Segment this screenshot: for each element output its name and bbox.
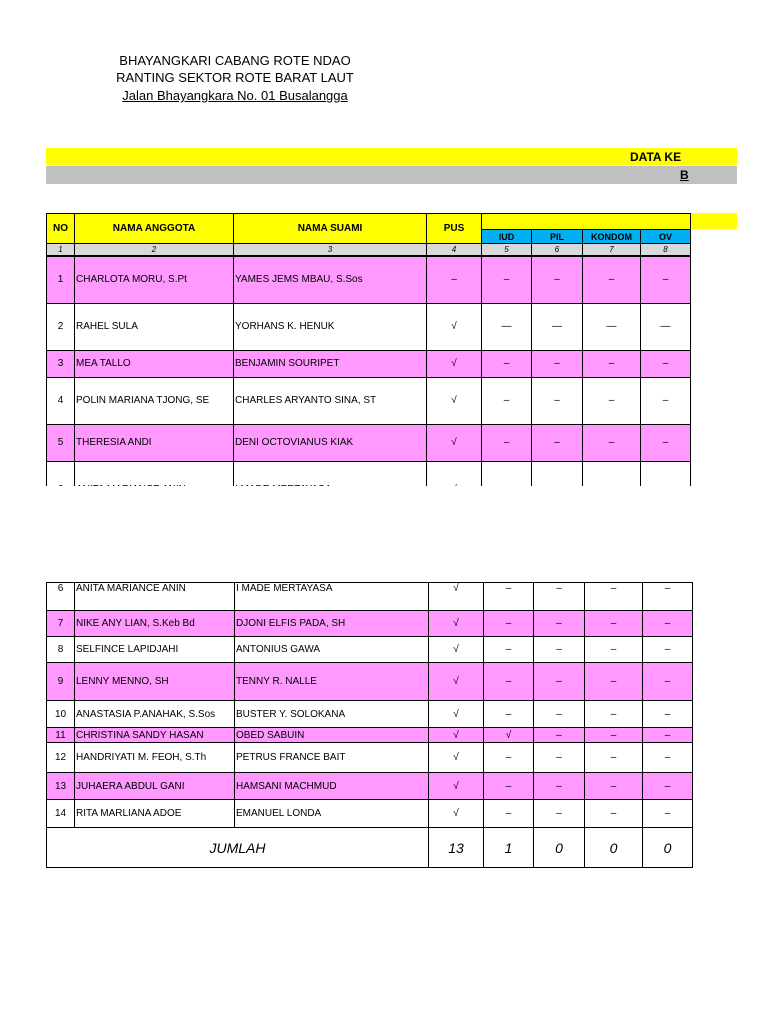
row-no: 12 (47, 743, 75, 773)
row-suami: BENJAMIN SOURIPET (234, 350, 427, 377)
table-row (47, 637, 693, 663)
row-pus: √ (429, 611, 484, 637)
row-pil: – (532, 424, 583, 461)
row-no: 8 (47, 637, 75, 663)
row-suami: DJONI ELFIS PADA, SH (235, 611, 429, 637)
row-pus: √ (429, 773, 484, 800)
row-suami: OBED SABUIN (235, 728, 429, 743)
page-break-gap (0, 486, 768, 592)
row-pus: √ (429, 800, 484, 828)
table-row (47, 728, 693, 743)
row-anggota: HANDRIYATI M. FEOH, S.Th (75, 743, 235, 773)
row-iud: – (484, 663, 534, 701)
row-ov: – (643, 611, 693, 637)
row-suami: CHARLES ARYANTO SINA, ST (234, 377, 427, 424)
row-anggota: POLIN MARIANA TJONG, SE (75, 377, 234, 424)
row-pus: √ (429, 743, 484, 773)
row-pus: √ (429, 583, 484, 611)
row-pil: – (534, 701, 585, 728)
row-no: 9 (47, 663, 75, 701)
table-row (47, 773, 693, 800)
row-ov: – (641, 350, 691, 377)
row-iud: – (482, 377, 532, 424)
table-row (47, 663, 693, 701)
col-nama-suami: NAMA SUAMI (234, 214, 427, 244)
row-kondom: – (585, 611, 643, 637)
row-iud: √ (484, 728, 534, 743)
row-anggota: CHARLOTA MORU, S.Pt (75, 256, 234, 303)
row-kondom: – (583, 256, 641, 303)
org-name: BHAYANGKARI CABANG ROTE NDAO (119, 53, 351, 68)
table-row (47, 743, 693, 773)
row-pil: – (534, 583, 585, 611)
table-row (47, 303, 691, 350)
row-anggota: MEA TALLO (75, 350, 234, 377)
table-row (47, 424, 691, 461)
row-anggota: NIKE ANY LIAN, S.Keb Bd (75, 611, 235, 637)
row-anggota: ANASTASIA P.ANAHAK, S.Sos (75, 701, 235, 728)
row-no: 1 (47, 256, 75, 303)
total-row (47, 828, 693, 868)
row-pil: – (534, 773, 585, 800)
org-address: Jalan Bhayangkara No. 01 Busalangga (122, 88, 348, 103)
row-iud: – (484, 773, 534, 800)
row-ov: – (643, 773, 693, 800)
row-ov: – (643, 743, 693, 773)
row-kondom: – (585, 773, 643, 800)
row-iud: – (484, 800, 534, 828)
row-suami: YORHANS K. HENUK (234, 303, 427, 350)
col-group-header (482, 214, 691, 230)
total-pil: 0 (534, 828, 585, 868)
row-suami: EMANUEL LONDA (235, 800, 429, 828)
row-iud: – (484, 637, 534, 663)
table-row (47, 800, 693, 828)
table-row (47, 583, 693, 611)
row-suami: YAMES JEMS MBAU, S.Sos (234, 256, 427, 303)
row-anggota: SELFINCE LAPIDJAHI (75, 637, 235, 663)
total-label: JUMLAH (47, 828, 429, 868)
row-no: 5 (47, 424, 75, 461)
row-anggota: CHRISTINA SANDY HASAN (75, 728, 235, 743)
row-iud: – (482, 256, 532, 303)
title-band (46, 148, 737, 165)
data-title: DATA KE (630, 150, 682, 164)
col-pus: PUS (427, 214, 482, 244)
row-suami: PETRUS FRANCE BAIT (235, 743, 429, 773)
row-anggota: RITA MARLIANA ADOE (75, 800, 235, 828)
row-anggota: JUHAERA ABDUL GANI (75, 773, 235, 800)
total-kondom: 0 (585, 828, 643, 868)
row-no: 4 (47, 377, 75, 424)
row-suami: ANTONIUS GAWA (235, 637, 429, 663)
row-anggota: THERESIA ANDI (75, 424, 234, 461)
row-no: 7 (47, 611, 75, 637)
row-pus: √ (429, 728, 484, 743)
row-ov: – (643, 663, 693, 701)
row-pus: √ (429, 701, 484, 728)
row-kondom: – (585, 728, 643, 743)
row-kondom: – (585, 583, 643, 611)
row-kondom: – (585, 743, 643, 773)
row-anggota: ANITA MARIANCE ANIN (75, 583, 235, 611)
index-cell: 1 (47, 244, 75, 257)
row-pil: – (534, 743, 585, 773)
table-row (47, 256, 691, 303)
row-pil: – (534, 663, 585, 701)
row-ov: – (643, 728, 693, 743)
row-pil: – (534, 637, 585, 663)
index-cell: 5 (482, 244, 532, 257)
row-iud: — (482, 303, 532, 350)
total-ov: 0 (643, 828, 693, 868)
row-suami: I MADE MERTAYASA (235, 583, 429, 611)
row-no: 13 (47, 773, 75, 800)
index-cell: 4 (427, 244, 482, 257)
row-suami: HAMSANI MACHMUD (235, 773, 429, 800)
header-yellow-tail (687, 213, 737, 229)
row-pus: √ (429, 663, 484, 701)
row-iud: – (482, 350, 532, 377)
col-iud: IUD (482, 230, 532, 244)
index-cell: 2 (75, 244, 234, 257)
row-pil: – (534, 728, 585, 743)
table-row (47, 350, 691, 377)
row-ov: – (643, 800, 693, 828)
row-kondom: – (583, 424, 641, 461)
row-kondom: – (585, 663, 643, 701)
row-iud: – (484, 701, 534, 728)
index-cell: 7 (583, 244, 641, 257)
data-table-page2 (46, 582, 693, 868)
row-iud: – (484, 743, 534, 773)
col-kondom: KONDOM (583, 230, 641, 244)
table-row (47, 377, 691, 424)
row-pil: – (534, 800, 585, 828)
row-no: 2 (47, 303, 75, 350)
row-anggota: RAHEL SULA (75, 303, 234, 350)
row-ov: – (643, 701, 693, 728)
subtitle-band (46, 166, 737, 184)
row-pus: √ (427, 350, 482, 377)
row-kondom: – (585, 701, 643, 728)
data-table-page1 (46, 213, 691, 496)
row-suami: BUSTER Y. SOLOKANA (235, 701, 429, 728)
row-pus: √ (427, 377, 482, 424)
row-kondom: – (583, 350, 641, 377)
total-pus: 13 (429, 828, 484, 868)
row-kondom: – (583, 377, 641, 424)
row-no: 6 (47, 583, 75, 611)
row-suami: DENI OCTOVIANUS KIAK (234, 424, 427, 461)
index-cell: 6 (532, 244, 583, 257)
row-ov: – (641, 424, 691, 461)
row-iud: – (484, 583, 534, 611)
row-pus: – (427, 256, 482, 303)
table-row (47, 611, 693, 637)
row-anggota: LENNY MENNO, SH (75, 663, 235, 701)
index-cell: 3 (234, 244, 427, 257)
row-ov: — (641, 303, 691, 350)
row-pil: – (532, 377, 583, 424)
org-branch: RANTING SEKTOR ROTE BARAT LAUT (116, 70, 354, 85)
data-subtitle: B (680, 168, 689, 182)
row-kondom: – (585, 637, 643, 663)
row-pus: √ (427, 424, 482, 461)
row-pil: – (532, 256, 583, 303)
row-iud: – (484, 611, 534, 637)
row-kondom: — (583, 303, 641, 350)
row-kondom: – (585, 800, 643, 828)
row-pus: √ (429, 637, 484, 663)
row-suami: TENNY R. NALLE (235, 663, 429, 701)
row-no: 3 (47, 350, 75, 377)
row-ov: – (643, 637, 693, 663)
total-iud: 1 (484, 828, 534, 868)
row-iud: – (482, 424, 532, 461)
row-pil: — (532, 303, 583, 350)
col-nama-anggota: NAMA ANGGOTA (75, 214, 234, 244)
col-pil: PIL (532, 230, 583, 244)
row-ov: – (641, 377, 691, 424)
row-pil: – (534, 611, 585, 637)
row-no: 14 (47, 800, 75, 828)
row-ov: – (641, 256, 691, 303)
col-ov: OV (641, 230, 691, 244)
row-no: 11 (47, 728, 75, 743)
row-no: 10 (47, 701, 75, 728)
row-pus: √ (427, 303, 482, 350)
row-ov: – (643, 583, 693, 611)
col-no: NO (47, 214, 75, 244)
row-pil: – (532, 350, 583, 377)
table-row (47, 701, 693, 728)
index-cell: 8 (641, 244, 691, 257)
index-row (47, 244, 691, 257)
